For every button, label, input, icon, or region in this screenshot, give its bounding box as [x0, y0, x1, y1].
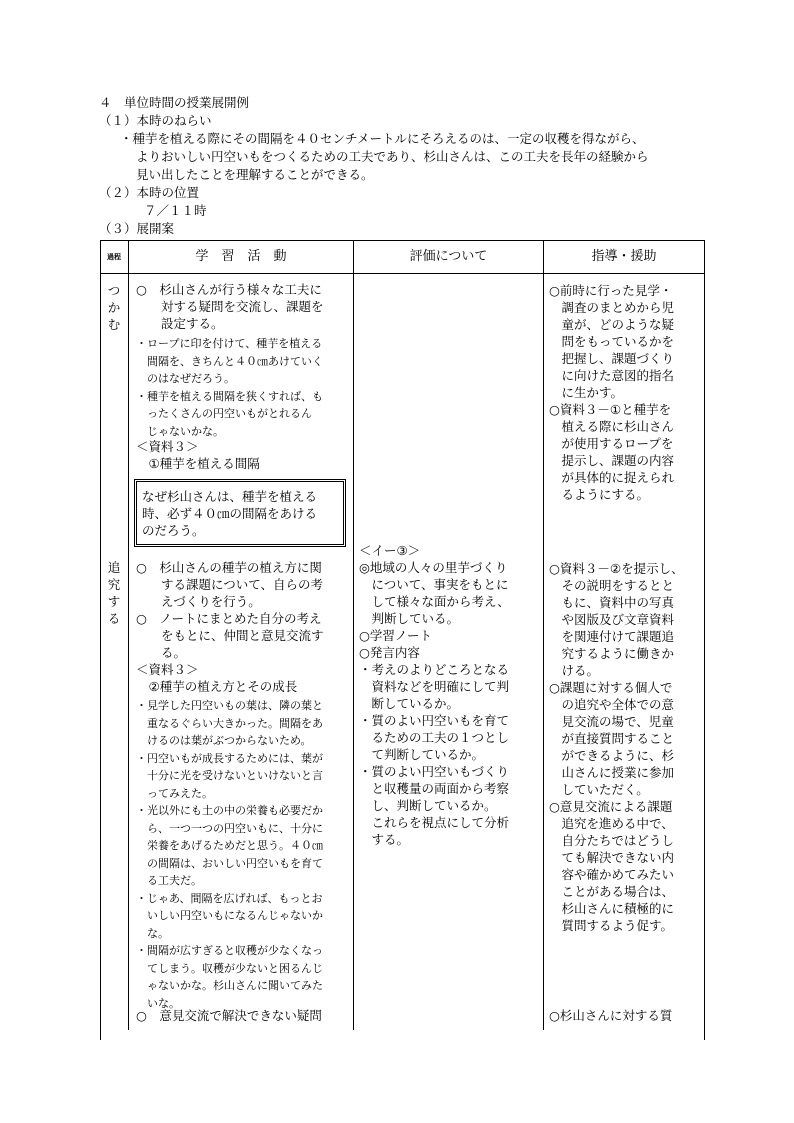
stage-char: 追 — [107, 560, 121, 575]
material-ref — [136, 438, 260, 472]
stage-investigate — [106, 559, 122, 627]
activity-line: 重なるぐらい大きかった。間隔をあ — [136, 716, 323, 730]
activity-line: ○ 杉山さんが行う様々な工夫に — [136, 282, 322, 297]
evaluation-line: と収穫量の両面から考察 — [359, 781, 510, 796]
activity-line: ・間隔が広すぎると収穫が少なくなっ — [136, 944, 323, 957]
evaluation-line: する。 — [359, 832, 410, 847]
guidance-line: 植える際に杉山さん — [549, 419, 675, 434]
guidance-line: ○意見交流による課題 — [549, 799, 673, 814]
guidance-line: ○資料３－②を提示し、 — [549, 561, 684, 576]
guidance-line: 童が、どのような疑 — [549, 317, 675, 332]
activity-line: ・円空いもが成長するためには、葉が — [136, 751, 323, 765]
guidance-line: もに、資料中の写真 — [549, 595, 675, 610]
activity-line: ったくさんの円空いもがとれるん — [136, 407, 312, 420]
evaluation-line: 判断している。 — [359, 611, 460, 626]
activity-detail — [136, 697, 323, 1012]
position-heading: （２）本時の位置 — [99, 185, 200, 200]
activity-line: ・光以外にも土の中の栄養も必要だか — [136, 804, 323, 817]
activity-line: をもとに、仲間と意見交流す — [136, 628, 324, 643]
evaluation-line: これらを視点にして分析 — [359, 815, 510, 830]
stage-char: る — [107, 611, 121, 626]
activity-line: ゃないかな。杉山さんに聞いてみた — [136, 979, 323, 992]
activity-line: ・種芋を植える間隔を狭くすれば、も — [136, 389, 323, 403]
guidance-line: ことがある場合は、 — [549, 884, 675, 899]
evaluation-line: して様々な面から考え、 — [359, 594, 510, 609]
guidance-line: 杉山さんに積極的に — [549, 901, 675, 916]
guidance-line: を関連付けて課題追 — [549, 629, 675, 644]
guidance-line: ○杉山さんに対する質 — [549, 1008, 673, 1023]
activity-line: 間隔を、きちんと４０㎝あけていく — [136, 354, 323, 368]
stage-char: か — [107, 300, 121, 315]
evaluation-line: ◎地域の人々の里芋づくり — [359, 560, 508, 575]
aim-heading: （１）本時のねらい — [99, 113, 212, 128]
activity-line: 設定する。 — [136, 316, 224, 331]
evaluation-line: ・考えのよりどころとなる — [359, 662, 510, 677]
guidance-line: 問をもっているかを — [549, 334, 675, 349]
activity-line: けるのは葉がぶつからないため。 — [136, 734, 312, 747]
evaluation-line: し、判断しているか。 — [359, 798, 497, 813]
material-line: ②種芋の植え方とその成長 — [136, 679, 298, 694]
guidance-block — [549, 282, 674, 503]
guidance-line: 究するように働きか — [549, 646, 675, 661]
col-header-stage: 過程 — [107, 253, 121, 261]
guidance-line: ○資料３－①と種芋を — [549, 402, 672, 417]
header-divider — [100, 273, 705, 274]
activity-line: のはなぜだろう。 — [136, 372, 235, 385]
stage-char: つ — [107, 283, 121, 298]
evaluation-line: ○発言内容 — [359, 645, 420, 660]
activity-line: ○ 意見交流で解決できない疑問 — [136, 1008, 322, 1023]
activity-line: ・ロープに印を付けて、種芋を植える — [136, 337, 323, 350]
section-title: ４ 単位時間の授業展開例 — [99, 95, 250, 110]
activity-line: ○ ノートにまとめた自分の考え — [136, 611, 322, 626]
guidance-line: その説明をするとと — [549, 578, 675, 593]
activity-line: ○ 杉山さんの種芋の植え方に関 — [136, 560, 322, 575]
activity-line: る。 — [136, 645, 187, 660]
col-divider — [543, 240, 544, 1030]
col-divider — [128, 240, 129, 1030]
guidance-line: るようにする。 — [549, 487, 650, 502]
activity-line: ・見学した円空いもの葉は、隣の葉と — [136, 699, 323, 712]
activity-line: えづくりを行う。 — [136, 594, 261, 609]
guidance-line: ○前時に行った見学・ — [549, 283, 673, 298]
evaluation-line: 断しているか。 — [359, 696, 460, 711]
evaluation-line: ・質のよい円空いもづくり — [359, 764, 510, 779]
aim-line: ・種芋を植える際にその間隔を４０センチメートルにそろえるのは、一定の収穫を得ながら、 — [120, 131, 645, 146]
activity-line: てしまう。収穫が少ないと困るんじ — [136, 961, 323, 975]
evaluation-line: について、事実をもとに — [359, 577, 509, 592]
guidance-line: に生かす。 — [549, 385, 624, 400]
stage-grasp — [106, 282, 122, 333]
activity-line: じゃないかな。 — [136, 424, 224, 438]
evaluation-line: ＜イー③＞ — [359, 543, 421, 558]
guidance-line: ができるように、杉 — [549, 748, 675, 763]
guidance-line: ても解決できない内 — [549, 850, 675, 865]
evaluation-line: 資料などを明確にして判 — [359, 679, 510, 694]
question-line: のだろう。 — [142, 523, 205, 538]
guidance-line: 質問するよう促す。 — [549, 918, 674, 933]
question-line: 時、必ず４０㎝の間隔をあける — [142, 506, 318, 521]
material-line: ①種芋を植える間隔 — [136, 456, 260, 471]
material-line: ＜資料３＞ — [136, 439, 199, 454]
activity-line: する課題について、自らの考 — [136, 577, 324, 592]
activity-line: ってみえた。 — [136, 786, 213, 800]
guidance-line: や図版及び文章資料 — [549, 612, 675, 627]
evaluation-line: ・質のよい円空いもを育て — [359, 713, 510, 728]
guidance-line: の追究や全体での意 — [549, 697, 675, 712]
guidance-line: ○課題に対する個人で — [549, 680, 673, 695]
stage-char: 究 — [107, 577, 121, 592]
stage-char: す — [107, 594, 121, 609]
activity-line: ・じゃあ、間隔を広げれば、もっとお — [136, 891, 323, 905]
guidance-line: が使用するロープを — [549, 436, 674, 451]
activity-detail — [136, 335, 323, 440]
guidance-block — [549, 560, 684, 934]
col-header-activity: 学 習 活 動 — [195, 249, 287, 264]
plan-heading: （３）展開案 — [99, 221, 175, 236]
material-line: ＜資料３＞ — [136, 662, 199, 677]
activity-line: 栄養をあげるためだと思う。４０㎝ — [136, 839, 323, 852]
evaluation-line: ○学習ノート — [359, 628, 433, 643]
activity-line: 十分に光を受けないといけないと言 — [136, 769, 323, 782]
col-divider — [353, 240, 354, 1030]
stage-char: む — [107, 317, 121, 332]
guidance-line: が具体的に捉えられ — [549, 470, 675, 485]
activity-line: な。 — [136, 926, 169, 940]
evaluation-line: て判断しているか。 — [359, 747, 485, 762]
activity-line: ら、一つ一つの円空いもに、十分に — [136, 821, 323, 835]
activity-line: いな。 — [136, 996, 180, 1010]
guidance-line: 調査のまとめから児 — [549, 300, 675, 315]
col-header-guidance: 指導・援助 — [591, 249, 657, 264]
activity-line: 対する疑問を交流し、課題を — [136, 299, 324, 314]
guidance-line: ける。 — [549, 663, 600, 678]
activity-line: の間隔は、おいしい円空いもを育て — [136, 856, 323, 870]
activity-line: る工夫だ。 — [136, 874, 202, 887]
col-header-evaluation: 評価について — [409, 249, 488, 264]
guidance-line: 把握し、課題づくり — [549, 351, 675, 366]
guidance-line: 自分たちではどうし — [549, 833, 674, 848]
guidance-line: 追究を進める中で、 — [549, 816, 674, 831]
lesson-question — [142, 488, 317, 539]
guidance-line: 見交流の場で、児童 — [549, 714, 674, 729]
activity-line: いしい円空いもになるんじゃないか — [136, 909, 323, 922]
question-line: なぜ杉山さんは、種芋を植える — [142, 489, 318, 504]
aim-line: よりおいしい円空いもをつくるための工夫であり、杉山さんは、この工夫を長年の経験から — [136, 149, 649, 164]
guidance-line: 提示し、課題の内容 — [549, 453, 675, 468]
material-ref — [136, 661, 297, 695]
guidance-line: 容や確かめてみたい — [549, 867, 675, 882]
position-value: ７／１１時 — [144, 203, 207, 218]
guidance-line: が直接質問すること — [549, 731, 675, 746]
guidance-line: していただく。 — [549, 782, 649, 797]
evaluation-block — [359, 542, 510, 848]
aim-line: 見い出したことを理解することができる。 — [136, 167, 374, 182]
evaluation-line: るための工夫の１つとし — [359, 730, 510, 745]
guidance-line: に向けた意図的指名 — [549, 368, 675, 383]
activity-block — [136, 281, 324, 332]
guidance-line: 山さんに授業に参加 — [549, 765, 675, 780]
activity-block — [136, 559, 324, 661]
